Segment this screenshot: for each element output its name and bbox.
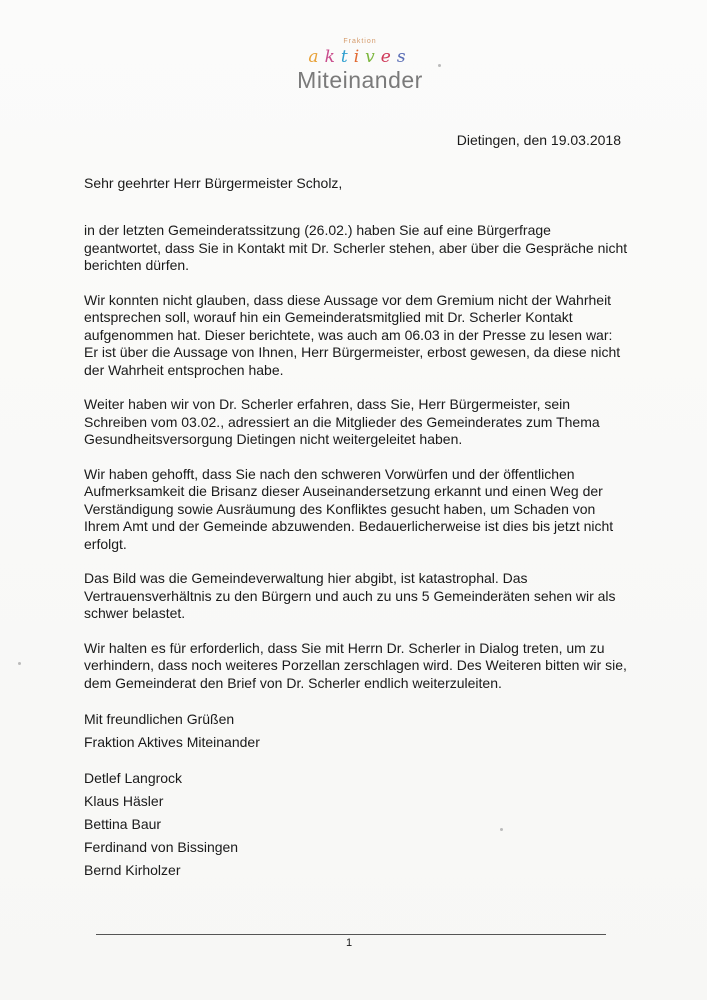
logo-letter: s	[396, 47, 412, 67]
paragraph: Das Bild was die Gemeindeverwaltung hier abgibt, ist katastrophal. Das Vertrauensverhältnis zu den Bürgern und auch zu uns 5 Gemeinderäten sehen wir als schwer belastet.	[84, 570, 616, 621]
closing-block	[84, 708, 260, 754]
paragraph: Wir halten es für erforderlich, dass Sie mit Herrn Dr. Scherler in Dialog treten, um zu verhindern, dass noch weiteres Porzellan zerschlagen wird. Des Weiteren bitten wir sie, dem Gemeinderat den Brief von Dr. Scherler endlich weiterzuleiten.	[84, 639, 627, 691]
logo-fraktion-label: Fraktion	[343, 38, 377, 45]
paragraph: Wir haben gehofft, dass Sie nach den schweren Vorwürfen und der öffentlichen Aufmerksamkeit die Brisanz dieser Auseinandersetzung erkannt und einen Weg der Verständigung sowie Ausräumung des Konfliktes gesucht haben, um Schaden von Ihrem Amt und der Gemeinde abzuwenden. Bedauerlicherweise ist dies bis jetzt nicht erfolgt.	[84, 465, 614, 552]
paragraph: Weiter haben wir von Dr. Scherler erfahren, dass Sie, Herr Bürgermeister, sein Schreiben vom 03.02., adressiert an die Mitglieder des Gemeinderates zum Thema Gesundheitsversorgung Dietingen nicht weitergeleitet haben.	[84, 396, 600, 447]
signatory-name: Detlef Langrock	[84, 770, 183, 786]
signatory-name: Ferdinand von Bissingen	[84, 839, 239, 855]
party-logo	[270, 38, 450, 94]
letter-date: Dietingen, den 19.03.2018	[456, 132, 621, 148]
paper-speck	[500, 828, 503, 831]
footer-rule	[96, 934, 606, 935]
logo-letter: v	[365, 47, 381, 67]
closing-organization: Fraktion Aktives Miteinander	[84, 734, 260, 750]
logo-letter: k	[324, 47, 341, 67]
signatory-name: Bernd Kirholzer	[84, 862, 181, 878]
logo-letter: i	[353, 47, 366, 67]
signatory-name: Klaus Häsler	[84, 793, 164, 809]
logo-letter: e	[380, 47, 397, 67]
paper-speck	[18, 662, 21, 665]
paragraph: Wir konnten nicht glauben, dass diese Aussage vor dem Gremium nicht der Wahrheit entsprechen soll, worauf hin ein Gemeinderatsmitglied mit Dr. Scherler Kontakt aufgenommen hat. Dieser berichtete, was auch am 06.03 in der Presse zu lesen war: Er ist über die Aussage von Ihnen, Herr Bürgermeister, erbost gewesen, da diese nicht der Wahrheit entsprochen habe.	[84, 291, 621, 378]
logo-letter: a	[308, 47, 325, 67]
paper-speck	[438, 64, 441, 67]
salutation: Sehr geehrter Herr Bürgermeister Scholz,	[84, 175, 343, 191]
closing-greeting: Mit freundlichen Grüßen	[84, 711, 235, 727]
logo-aktives-word	[270, 47, 450, 69]
signatory-name: Bettina Baur	[84, 816, 162, 832]
page-number: 1	[346, 937, 353, 949]
signatories-list	[84, 767, 238, 882]
paragraph: in der letzten Gemeinderatssitzung (26.02.) haben Sie auf eine Bürgerfrage geantwortet, dass Sie in Kontakt mit Dr. Scherler stehen, aber über die Gespräche nicht berichten dürfen.	[84, 222, 628, 273]
logo-letter: t	[340, 47, 354, 67]
logo-miteinander-label: Miteinander	[297, 67, 423, 93]
letter-body	[84, 222, 629, 709]
